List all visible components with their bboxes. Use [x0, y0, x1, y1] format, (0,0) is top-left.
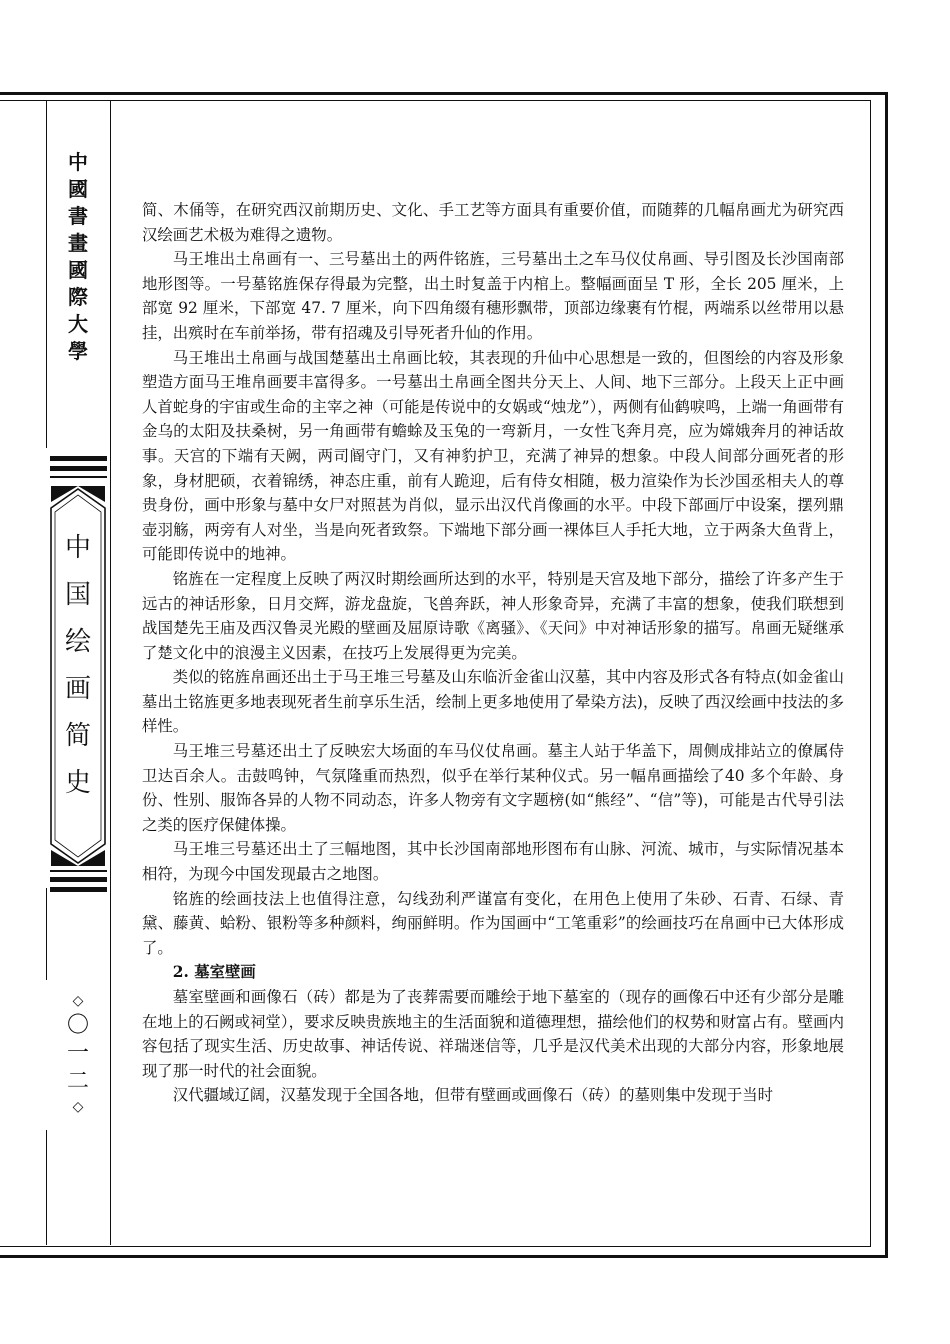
book-title-char: 中 — [64, 533, 91, 563]
ornament-bar — [50, 887, 107, 892]
university-char: 大 — [68, 312, 88, 336]
paragraph: 汉代疆域辽阔，汉墓发现于全国各地，但带有壁画或画像石（砖）的墓则集中发现于当时 — [172, 1086, 774, 1105]
page-number-char: 二 — [66, 1069, 89, 1094]
university-char: 書 — [68, 204, 88, 228]
university-name — [46, 150, 110, 364]
ornament-top-bars — [50, 456, 107, 483]
diamond-icon: ◇ — [72, 1099, 84, 1115]
university-char: 中 — [68, 150, 88, 174]
paragraph: 马王堆出土帛画与战国楚墓出土帛画比较，其表现的升仙中心思想是一致的，但图绘的内容及形象塑造方面马王堆帛画要丰富得多。一号墓出土帛画全图共分天上、人间、地下三部分。上段天上正中画人首蛇身的宇宙或生命的主宰之神（可能是传说中的女娲或“烛龙”），两侧有仙鹤唳鸣，上端一角画带有金乌的太阳及扶桑树，另一角画带有蟾蜍及玉兔的一弯新月，一女性飞奔月亮，应为嫦娥奔月的神话故事。天宫的下端有天阙，两司阍守门，又有神豹护卫，充满了神异的想象。中段人间部分画死者的形象，身材肥硕，衣着锦绣，神态庄重，前有人跪迎，后有侍女相随，极力渲染作为长沙国丞相夫人的尊贵身份，画中形象与墓中女尸对照甚为肖似，显示出汉代肖像画的水平。中段下部画厅中设案，摆列鼎壶羽觞，两旁有人对坐，当是向死者致祭。下端地下部分画一裸体巨人手托大地，立于两条大鱼背上，可能即传说中的地神。 — [142, 348, 844, 564]
book-title — [48, 525, 108, 807]
ornament-bar — [50, 456, 107, 461]
section-heading: 2. 墓室壁画 — [172, 963, 256, 982]
paragraph: 铭旌的绘画技法上也值得注意，勾线劲利严谨富有变化，在用色上使用了朱砂、石青、石绿、青黛、藤黄、蛤粉、银粉等多种颜料，绚丽鲜明。作为国画中“工笔重彩”的绘画技巧在帛画中已大体形成了。 — [142, 889, 844, 957]
university-char: 國 — [68, 258, 88, 282]
paragraph: 马王堆出土帛画有一、三号墓出土的两件铭旌，三号墓出土之车马仪仗帛画、导引图及长沙国南部地形图等。一号墓铭旌保存得最为完整，出土时复盖于内棺上。整幅画面呈 T 形，全长 205 厘米，上部宽 92 厘米，下部宽 47. 7 厘米，向下四角缀有穗形飘带，顶部边缘裹有竹棍，两端系以丝带用以悬挂，出殡时在车前举扬，带有招魂及引导死者升仙的作用。 — [142, 250, 844, 342]
ornament-bar — [50, 466, 107, 471]
university-char: 學 — [68, 339, 88, 363]
paragraph: 铭旌在一定程度上反映了两汉时期绘画所达到的水平，特别是天宫及地下部分，描绘了许多产生于远古的神话形象，日月交辉，游龙盘旋，飞兽奔跃，神人形象奇异，充满了丰富的想象，使我们联想到战国楚先王庙及西汉鲁灵光殿的壁画及屈原诗歌《离骚》、《天问》中对神话形象的描写。帛画无疑继承了楚文化中的浪漫主义因素，在技巧上发展得更为完美。 — [142, 569, 844, 662]
book-title-char: 史 — [64, 768, 91, 798]
ornament-bar — [50, 877, 107, 882]
paragraph: 类似的铭旌帛画还出土于马王堆三号墓及山东临沂金雀山汉墓，其中内容及形式各有特点(如金雀山墓出土铭旌更多地表现死者生前享乐生活，绘制上更多地使用了晕染方法)，反映了西汉绘画中技法的多样性。 — [142, 668, 844, 736]
diamond-icon: ◇ — [72, 993, 84, 1009]
spine-rule-right — [110, 100, 111, 1245]
ornament-bar — [50, 476, 107, 478]
page-number-char: 一 — [66, 1041, 89, 1066]
book-title-char: 绘 — [64, 627, 91, 657]
university-char: 國 — [68, 177, 88, 201]
ornament-bottom-bars — [50, 870, 107, 897]
book-title-char: 国 — [64, 580, 91, 610]
paragraph: 墓室壁画和画像石（砖）都是为了丧葬需要而雕绘于地下墓室的（现存的画像石中还有少部分是雕在地上的石阙或祠堂），要求反映贵族地主的生活面貌和道德理想，描绘他们的权势和财富占有。壁画内容包括了现实生活、历史故事、神话传说、祥瑞迷信等，几乎是汉代美术出现的大部分内容，形象地展现了那一时代的社会面貌。 — [142, 988, 844, 1080]
page-number-char: 〇 — [66, 1013, 89, 1038]
university-char: 際 — [68, 285, 88, 309]
paragraph: 马王堆三号墓还出土了三幅地图，其中长沙国南部地形图布有山脉、河流、城市，与实际情况基本相符，为现今中国发现最古之地图。 — [142, 840, 844, 884]
page-number — [60, 990, 96, 1118]
book-title-char: 简 — [64, 721, 91, 751]
body-text — [142, 198, 844, 1108]
ornament-bar — [50, 870, 107, 872]
paragraph: 简、木俑等，在研究西汉前期历史、文化、手工艺等方面具有重要价值，而随葬的几幅帛画尤为研究西汉绘画艺术极为难得之遗物。 — [142, 201, 844, 244]
book-title-char: 画 — [64, 674, 91, 704]
paragraph: 马王堆三号墓还出土了反映宏大场面的车马仪仗帛画。墓主人站于华盖下，周侧成排站立的僚属侍卫达百余人。击鼓鸣钟，气氛隆重而热烈，似乎在举行某种仪式。另一幅帛画描绘了40 多个年龄、身份、性别、服饰各异的人物不同动态，许多人物旁有文字题榜(如“熊经”、“信”等)，可能是古代导引法之类的医疗保健体操。 — [142, 742, 844, 834]
university-char: 畫 — [68, 231, 88, 255]
